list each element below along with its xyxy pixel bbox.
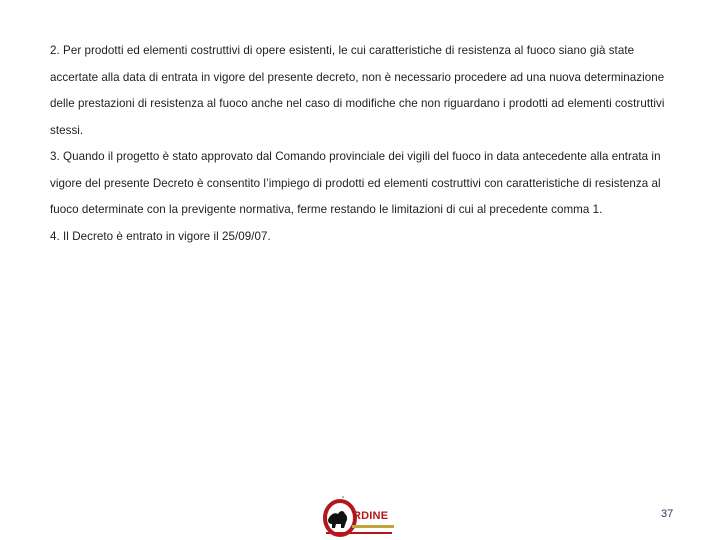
page-number: 37	[661, 508, 674, 520]
logo-wordmark: RDINE	[353, 510, 389, 522]
logo-subline	[352, 525, 394, 528]
document-body	[50, 38, 682, 250]
paragraph-comma-4: 4. Il Decreto è entrato in vigore il 25/09/07.	[50, 229, 271, 243]
paragraph-comma-2: 2. Per prodotti ed elementi costruttivi di opere esistenti, le cui caratteristiche di resistenza al fuoco siano già state accertate alla data di entrata in vigore del presente decreto, non è necessario procedere ad una nuova determinazione delle prestazioni di resistenza al fuoco anche nel caso di modifiche che non riguardano i prodotti ad elementi costruttivi stessi.	[50, 44, 665, 137]
ordine-logo	[322, 494, 396, 538]
paragraph-comma-3: 3. Quando il progetto è stato approvato dal Comando provinciale dei vigili del fuoco in data antecedente alla entrata in vigore del presente Decreto è consentito l’impiego di prodotti ed elementi costruttivi con caratteristiche di resistenza al fuoco determinate con la previgente normativa, ferme restando le limitazioni di cui al precedente comma 1.	[50, 150, 661, 216]
